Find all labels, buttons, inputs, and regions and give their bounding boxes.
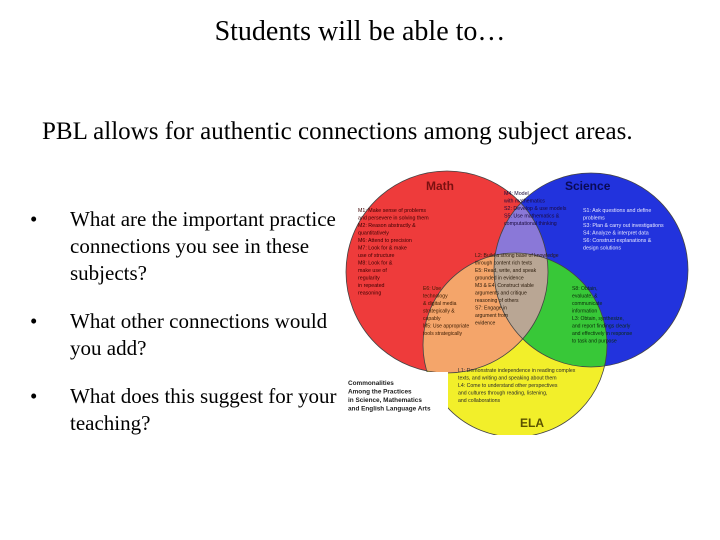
venn-text-line: S7: Engage in: [475, 305, 508, 312]
venn-diagram: [340, 160, 710, 435]
venn-text-line: S3: Plan & carry out investigations: [583, 223, 664, 229]
venn-text-line: S1: Ask questions and define: [583, 208, 652, 214]
venn-text-line: use of structure: [358, 253, 395, 259]
question-item: [28, 206, 338, 287]
venn-text-line: with mathematics: [504, 198, 545, 205]
venn-text-line: communicate: [572, 301, 603, 307]
venn-text-line: M5: Use appropriate: [423, 323, 470, 330]
venn-text-line: arguments and critique: [475, 290, 527, 297]
venn-text-line: problems: [583, 215, 605, 222]
venn-text-line: evidence: [475, 320, 496, 327]
venn-text-line: S4: Analyze & interpret data: [583, 230, 649, 237]
venn-text-line: design solutions: [583, 245, 621, 252]
venn-text-line: and effectively in response: [572, 331, 633, 337]
venn-text-line: argument from: [475, 313, 509, 319]
venn-text-line: M4: Model: [504, 191, 529, 197]
venn-text-line: E5: Read, write, and speak: [475, 268, 537, 274]
venn-text-line: quantitatively: [358, 230, 389, 237]
venn-text-line: and persevere in solving them: [358, 215, 429, 222]
venn-text-line: grounded in evidence: [475, 275, 524, 282]
venn-text-line: M8: Look for &: [358, 260, 393, 267]
venn-text-line: to task and purpose: [572, 338, 617, 345]
bullet-icon: •: [30, 207, 38, 231]
bullet-icon: •: [30, 384, 38, 408]
question-list: [28, 206, 338, 458]
venn-text-line: S2: Develop & use models: [504, 206, 567, 212]
bullet-icon: •: [30, 309, 38, 333]
venn-text-line: and cultures through reading, listening,: [458, 390, 548, 397]
venn-text-line: L1: Demonstrate independence in reading complex: [458, 368, 576, 374]
venn-text-line: M2: Reason abstractly &: [358, 223, 416, 229]
question-item: [28, 383, 338, 437]
science-label: Science: [565, 179, 611, 193]
venn-text-line: tools strategically: [423, 331, 463, 337]
venn-text-line: in repeated: [358, 283, 385, 289]
venn-text-line: texts, and writing and speaking about them: [458, 375, 557, 382]
venn-text-line: evaluate, &: [572, 293, 598, 300]
question-text: What are the important practice connections you see in these subjects?: [70, 207, 336, 285]
ela-label: ELA: [520, 416, 544, 430]
venn-text-line: in Science, Mathematics: [348, 397, 422, 404]
venn-text-line: M3 & E4: Construct viable: [475, 283, 534, 289]
venn-text-line: Commonalities: [348, 380, 394, 387]
venn-text-line: regularity: [358, 275, 380, 282]
venn-text-line: L4: Come to understand other perspectives: [458, 383, 558, 389]
venn-text-line: technology: [423, 293, 448, 300]
venn-text-line: strategically &: [423, 308, 455, 315]
venn-text-line: Among the Practices: [348, 388, 412, 396]
venn-text-line: computational thinking: [504, 221, 557, 227]
math-label: Math: [426, 179, 454, 193]
question-text: What does this suggest for your teaching?: [70, 384, 337, 435]
venn-text-line: L3: Obtain, synthesize,: [572, 316, 624, 322]
venn-text-line: and report findings clearly: [572, 323, 631, 330]
venn-text-line: E6: Use: [423, 286, 442, 292]
venn-text-line: and collaborations: [458, 398, 501, 404]
venn-text-line: capably: [423, 316, 441, 322]
venn-text-line: S8: Obtain,: [572, 286, 598, 292]
question-text: What other connections would you add?: [70, 309, 328, 360]
venn-text-line: and English Language Arts: [348, 405, 431, 413]
venn-text-line: through content rich texts: [475, 260, 533, 267]
venn-text-line: M7: Look for & make: [358, 245, 407, 252]
venn-text-line: M1: Make sense of problems: [358, 208, 427, 214]
venn-text-line: S6: Construct explanations &: [583, 238, 652, 244]
venn-text-line: reasoning: [358, 290, 382, 297]
venn-text-line: & digital media: [423, 301, 457, 307]
venn-text-line: L2: Build a strong base of knowledge: [475, 253, 559, 259]
slide-title: Students will be able to…: [214, 16, 506, 47]
venn-text-line: M6: Attend to precision: [358, 238, 412, 244]
venn-text-line: reasoning of others: [475, 298, 519, 304]
venn-text-line: information: [572, 308, 598, 315]
venn-text-line: S5: Use mathematics &: [504, 213, 560, 220]
intro-text: PBL allows for authentic connections among subject areas.: [42, 118, 633, 145]
question-item: [28, 308, 338, 362]
venn-text-line: make use of: [358, 268, 387, 274]
